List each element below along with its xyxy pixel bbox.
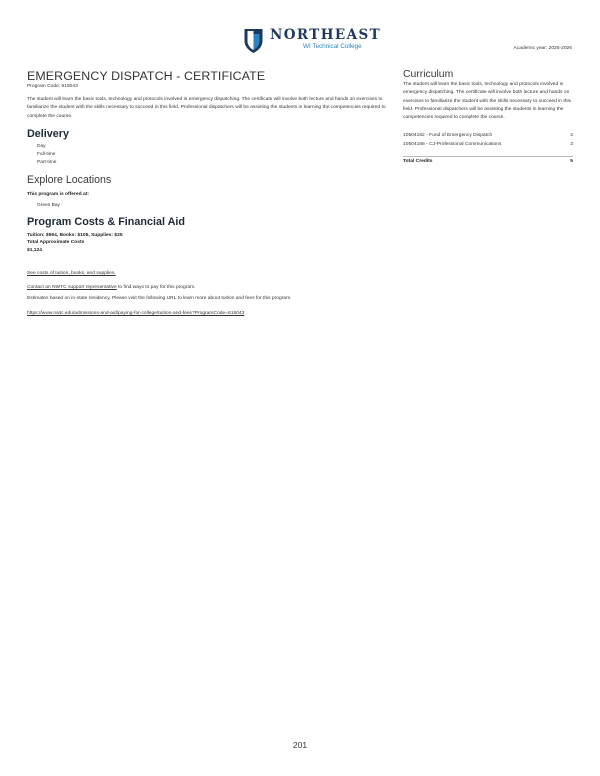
- course-credits: 3: [570, 141, 573, 147]
- curriculum-column: [403, 68, 573, 164]
- total-credits-label: Total Credits: [403, 159, 433, 165]
- college-logo: [243, 28, 381, 54]
- logo-name: NORTHEAST: [270, 27, 382, 43]
- program-title: EMERGENCY DISPATCH - CERTIFICATE: [27, 69, 266, 83]
- see-costs-link[interactable]: See costs of tuition, books, and supplies.: [27, 270, 116, 276]
- page-header: [0, 0, 600, 62]
- total-costs-value: $1,124: [27, 248, 42, 254]
- delivery-heading: Delivery: [27, 127, 70, 140]
- costs-heading: Program Costs & Financial Aid: [27, 215, 185, 228]
- contact-paragraph: [27, 285, 389, 290]
- curriculum-description: The student will learn the basic tools, technology and protocols involved in emergency dispatching. The certificate will involve both lecture and hands on exercises to familiarize the student with the skills necessary to succeed in this field. Professional dispatchers will be assisting the students in learning the competencies required to complete the course.: [403, 82, 571, 121]
- cost-breakdown: Tuition: $994, Books: $105, Supplies: $25: [27, 232, 123, 238]
- contact-support-link[interactable]: Contact an NWTC support representative: [27, 284, 117, 290]
- delivery-item: Day: [37, 143, 46, 149]
- total-credits-value: 5: [570, 159, 573, 165]
- curriculum-heading: Curriculum: [403, 69, 454, 80]
- estimates-text: Estimates based on in-state residency. Please visit the following URL to learn more about tuition and fees for this program.: [27, 295, 292, 301]
- program-code: Program Code: 615043: [27, 84, 78, 89]
- course-row: [403, 132, 573, 141]
- program-description: The student will learn the basic tools, technology and protocols involved in emergency dispatching. The certificate will involve both lecture and hands on exercises to familiarize the student with the skills necessary to succeed in this field. Professional dispatchers will be assisting the students in learning the competencies required to complete the course.: [27, 97, 386, 119]
- academic-year: Academic year: 2025-2026: [513, 46, 572, 51]
- page-number: 201: [292, 740, 308, 750]
- logo-subtitle: WI Technical College: [303, 43, 362, 50]
- location-item: Green Bay: [37, 202, 60, 208]
- delivery-item: Part-time: [37, 160, 57, 166]
- total-credits-row: [403, 156, 573, 164]
- contact-text: to find ways to pay for this program.: [116, 284, 196, 290]
- course-row: [403, 141, 573, 150]
- main-column: [27, 68, 389, 319]
- course-name: 10504168 - CJ-Professional Communications: [403, 141, 502, 147]
- course-name: 10504162 - Fund of Emergency Dispatch: [403, 133, 493, 139]
- shield-icon: [243, 28, 264, 54]
- offered-at-label: This program is offered at:: [27, 191, 89, 197]
- course-credits: 2: [570, 133, 573, 139]
- course-list: [403, 132, 573, 149]
- delivery-list: [37, 143, 389, 168]
- total-costs-label: Total Approximate Costs: [27, 240, 85, 246]
- tuition-url-link[interactable]: https://www.nwtc.edu/admissions-and-aid/paying-for-college/tuition-and-fees?ProgramCode=615043: [27, 310, 245, 316]
- delivery-item: Full-time: [37, 152, 56, 158]
- locations-heading: Explore Locations: [27, 173, 112, 186]
